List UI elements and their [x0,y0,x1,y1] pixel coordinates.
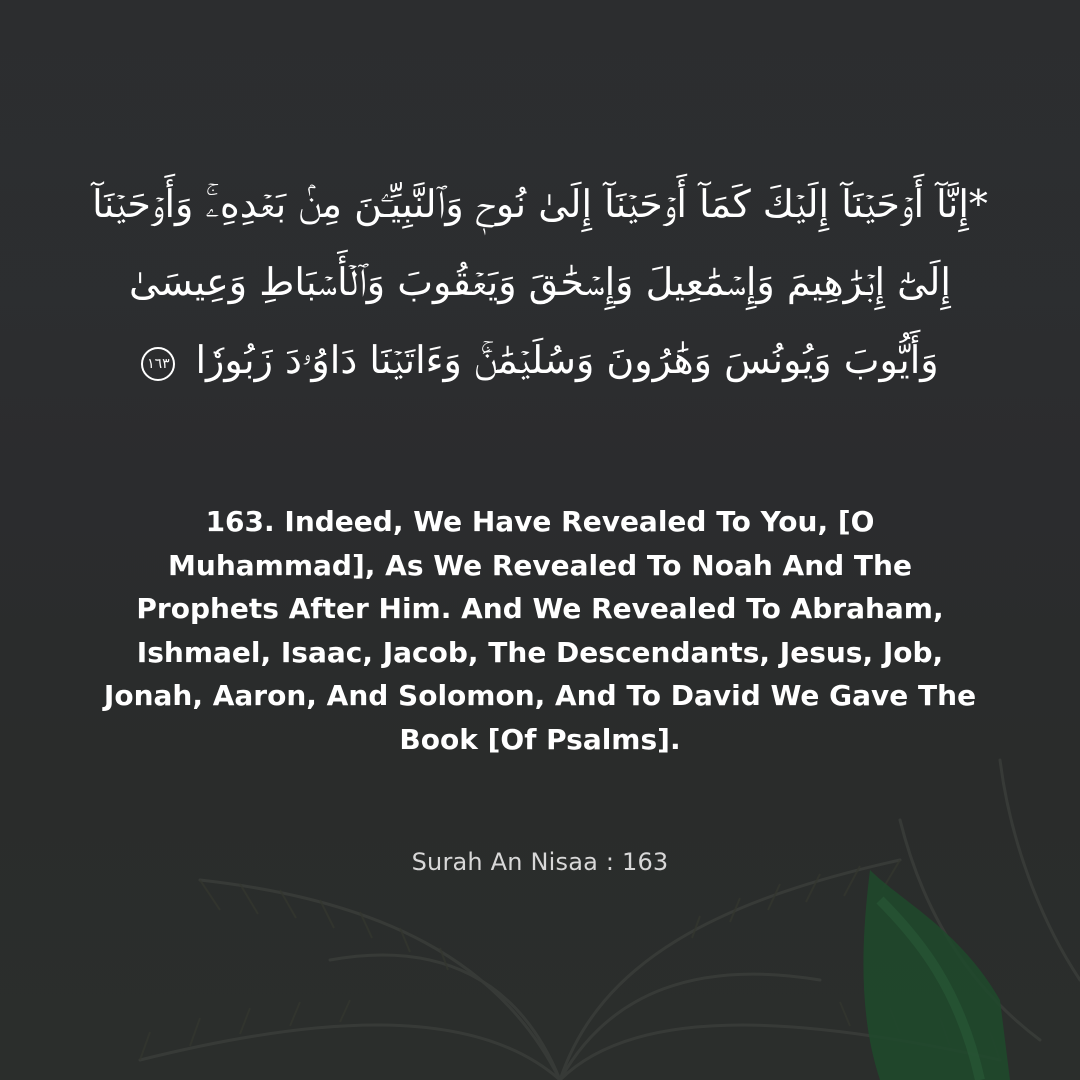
verse-translation: 163. Indeed, We Have Revealed To You, [O Muhammad], As We Revealed To Noah And The Prophets After Him. And We Revealed To Abraham, Ishmael, Isaac, Jacob, The Descendants, Jesus, Job, Jonah, Aaron, And Solomon, And To David We Gave The Book [Of Psalms]. [103,505,977,756]
arabic-verse [90,165,990,399]
ayah-number-marker: ١٦٣ [141,347,175,381]
arabic-verse-text: *إِنَّآ أَوۡحَيۡنَآ إِلَيۡكَ كَمَآ أَوۡحَيۡنَآ إِلَىٰ نُوحٖ وَٱلنَّبِيِّـۧنَ مِنۢ بَعۡدِهِۦۚ وَأَوۡحَيۡنَآ إِلَىٰٓ إِبۡرَٰهِيمَ وَإِسۡمَٰعِيلَ وَإِسۡحَٰقَ وَيَعۡقُوبَ وَٱلۡأَسۡبَاطِ وَعِيسَىٰ وَأَيُّوبَ وَيُونُسَ وَهَٰرُونَ وَسُلَيۡمَٰنَۚ وَءَاتَيۡنَا دَاوُۥدَ زَبُورٗا [92,182,988,382]
verse-reference: Surah An Nisaa : 163 [411,848,669,876]
